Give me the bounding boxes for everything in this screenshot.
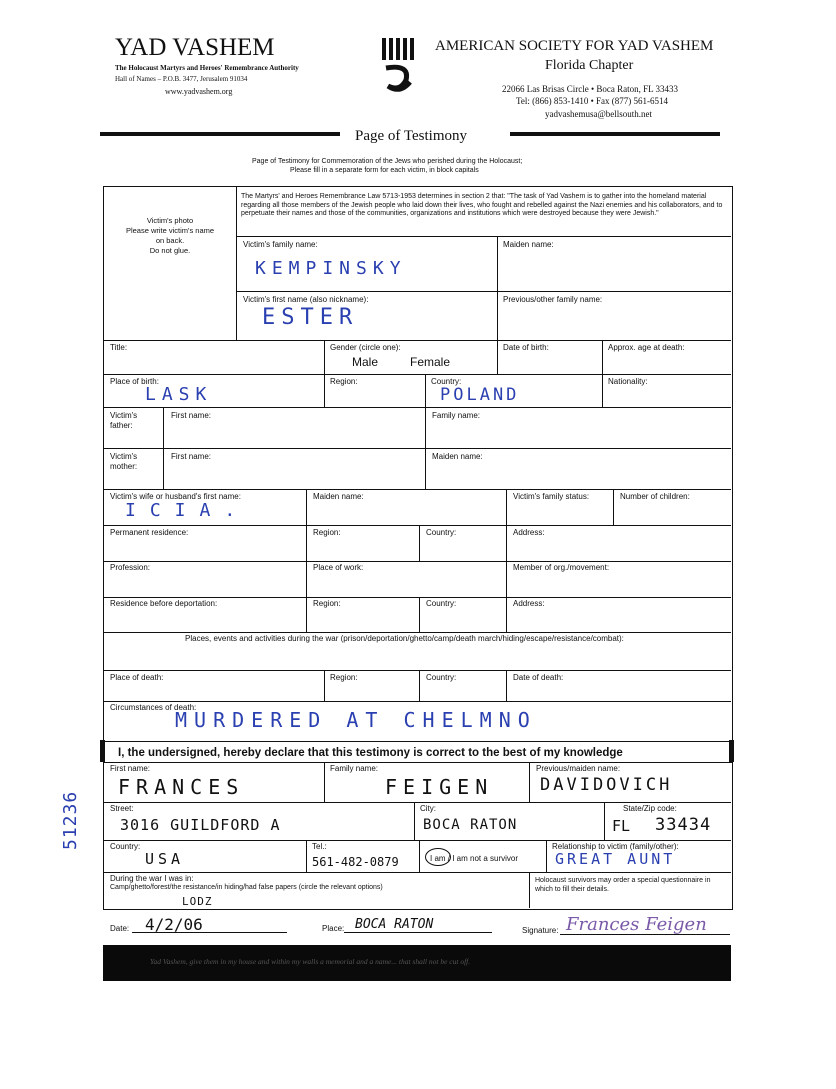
first-name-value[interactable]: ESTER (262, 305, 359, 330)
member-label: Member of org./movement: (513, 563, 610, 572)
photo-instructions: Victim's photo Please write victim's name on back. Do not glue. (125, 216, 215, 255)
divider (103, 840, 731, 841)
title-bar-left (100, 132, 340, 136)
divider (324, 762, 325, 802)
spouse-label: Victim's wife or husband's first name: (110, 492, 241, 501)
family-name-value[interactable]: KEMPINSKY (255, 258, 407, 279)
family-status-label: Victim's family status: (513, 492, 590, 501)
places-label: Places, events and activities during the war (prison/deportation/ghetto/camp/death march/hiding/escape/resistance/combat): (185, 634, 624, 643)
divider (324, 670, 325, 701)
residence-country-label: Country: (426, 528, 457, 537)
asyv-email: yadvashemusa@bellsouth.net (545, 109, 653, 119)
divider (103, 561, 731, 562)
city-label: City: (420, 804, 436, 813)
signer-family-label: Family name: (330, 764, 379, 773)
mother-label: Victim's mother: (110, 452, 138, 471)
divider (506, 525, 507, 561)
declaration-bar-left (100, 740, 105, 762)
divider (419, 840, 420, 872)
residence-address-label: Address: (513, 528, 545, 537)
deportation-region-label: Region: (313, 599, 341, 608)
asyv-address: 22066 Las Brisas Circle • Boca Raton, FL 33433 (502, 84, 679, 94)
first-name-label: Victim's first name (also nickname): (243, 295, 369, 304)
signer-prev-label: Previous/maiden name: (536, 764, 621, 773)
divider (103, 489, 731, 490)
divider (103, 448, 731, 449)
declaration-text: I, the undersigned, hereby declare that this testimony is correct to the best of my knowledge (118, 747, 623, 759)
asyv-subtitle: Florida Chapter (545, 58, 634, 73)
divider (306, 489, 307, 525)
dod-label: Date of death: (513, 673, 564, 682)
form-box (103, 186, 733, 742)
divider (506, 670, 507, 701)
divider (236, 186, 237, 340)
during-war-options: Camp/ghetto/forest/the resistance/in hiding/had false papers (circle the relevant options) (110, 884, 383, 891)
divider (103, 872, 731, 873)
title-bar-right (510, 132, 720, 136)
dob-label: Date of birth: (503, 343, 549, 352)
profession-label: Profession: (110, 563, 151, 572)
divider (602, 340, 603, 374)
prev-family-label: Previous/other family name: (503, 295, 603, 304)
divider (306, 597, 307, 632)
pob-country-label: Country: (431, 377, 462, 386)
work-label: Place of work: (313, 563, 364, 572)
zip-value[interactable]: 33434 (655, 815, 712, 835)
during-war-label: During the war I was in: (110, 874, 194, 883)
signer-first-value[interactable]: FRANCES (118, 775, 245, 799)
residence-label: Permanent residence: (110, 528, 189, 537)
divider (529, 762, 530, 802)
mother-maiden-label: Maiden name: (432, 452, 483, 461)
divider (103, 670, 731, 671)
divider (306, 561, 307, 597)
survivor-label: I am / I am not a survivor (430, 854, 519, 863)
tel-label: Tel.: (312, 842, 327, 851)
tel-value[interactable]: 561-482-0879 (312, 855, 399, 869)
divider (306, 840, 307, 872)
divider (306, 525, 307, 561)
divider (103, 701, 731, 702)
gender-label: Gender (circle one): (330, 343, 401, 352)
survivor-circle[interactable] (425, 848, 451, 866)
mother-first-label: First name: (171, 452, 212, 461)
street-label: Street: (110, 804, 134, 813)
gender-female[interactable]: Female (410, 355, 451, 369)
family-name-label: Victim's family name: (243, 240, 318, 249)
pod-label: Place of death: (110, 673, 164, 682)
declaration-bar-right (729, 740, 734, 762)
signer-prev-value[interactable]: DAVIDOVICH (540, 775, 673, 795)
pob-value[interactable]: LASK (145, 384, 213, 405)
state-value[interactable]: FL (612, 817, 631, 835)
deportation-address-label: Address: (513, 599, 545, 608)
divider (419, 525, 420, 561)
divider (236, 291, 731, 292)
divider (103, 407, 731, 408)
law-text: The Martyrs' and Heroes Remembrance Law 5713-1953 determines in section 2 that: "The task of Yad Vashem is to gather into the homeland material regarding all those members of the Jewish people who laid down their lives, who fought and rebelled against the Nazi enemies and his collaborators, and to perpetuate their names and those of the communities, organizations and institutions which were destroyed because they were Jewish." (241, 193, 723, 218)
divider (419, 597, 420, 632)
divider (103, 340, 731, 341)
signature-value[interactable]: Frances Feigen (566, 914, 707, 935)
date-value[interactable]: 4/2/06 (145, 915, 203, 934)
pob-country-value[interactable]: POLAND (440, 385, 520, 405)
children-label: Number of children: (620, 492, 690, 501)
yad-vashem-web: www.yadvashem.org (165, 87, 233, 96)
footer-text: Yad Vashem, give them in my house and within my walls a memorial and a name... that shall not be cut off. (150, 957, 471, 966)
signer-family-value[interactable]: FEIGEN (385, 775, 494, 799)
divider (613, 489, 614, 525)
divider (506, 561, 507, 597)
margin-number: 51236 (60, 790, 81, 850)
deportation-label: Residence before deportation: (110, 599, 218, 608)
street-value[interactable]: 3016 GUILDFORD A (120, 816, 281, 834)
father-label: Victim's father: (110, 411, 138, 430)
intro-line-1: Page of Testimony for Commemoration of the Jews who perished during the Holocaust; (252, 158, 523, 165)
yad-vashem-logo (380, 36, 416, 106)
divider (324, 374, 325, 407)
spouse-value[interactable]: ICIA. (125, 500, 250, 521)
deportation-country-label: Country: (426, 599, 457, 608)
place-label: Place: (322, 924, 345, 933)
divider (529, 872, 530, 908)
order-label: Holocaust survivors may order a special questionnaire in which to fill their details. (535, 877, 711, 893)
gender-male[interactable]: Male (352, 355, 379, 369)
divider (414, 802, 415, 840)
divider (425, 374, 426, 407)
signer-country-label: Country: (110, 842, 141, 851)
father-first-label: First name: (171, 411, 212, 420)
state-label: State/Zip code: (623, 804, 677, 813)
divider (497, 340, 498, 374)
divider (602, 374, 603, 407)
spouse-maiden-label: Maiden name: (313, 492, 364, 501)
circumstances-label: Circumstances of death: (110, 703, 197, 712)
signature-label: Signature: (522, 926, 559, 935)
divider (604, 802, 605, 840)
pob-region-label: Region: (330, 377, 358, 386)
divider (324, 340, 325, 374)
place-value[interactable]: BOCA RATON (355, 917, 434, 932)
form-title: Page of Testimony (355, 128, 467, 144)
title-label: Title: (110, 343, 128, 352)
divider (506, 597, 507, 632)
divider (497, 236, 498, 340)
country-value[interactable]: USA (145, 850, 185, 868)
asyv-phone: Tel: (866) 853-1410 • Fax (877) 561-6514 (516, 96, 668, 106)
circumstances-value[interactable]: MURDERED AT CHELMNO (175, 708, 537, 732)
pod-region-label: Region: (330, 673, 358, 682)
divider (546, 840, 547, 872)
place-line (344, 932, 492, 933)
age-label: Approx. age at death: (608, 343, 685, 352)
relationship-value[interactable]: GREAT AUNT (555, 850, 676, 868)
signer-first-label: First name: (110, 764, 151, 773)
nationality-label: Nationality: (608, 377, 648, 386)
divider (236, 236, 731, 237)
war-place-value[interactable]: LODZ (182, 895, 213, 908)
yad-vashem-title: YAD VASHEM (115, 34, 275, 61)
asyv-title: AMERICAN SOCIETY FOR YAD VASHEM (435, 38, 714, 54)
divider (103, 632, 731, 633)
pob-label: Place of birth: (110, 377, 159, 386)
divider (103, 597, 731, 598)
intro-line-2: Please fill in a separate form for each victim, in block capitals (290, 167, 479, 174)
date-label: Date: (110, 924, 130, 933)
father-family-label: Family name: (432, 411, 481, 420)
maiden-name-label: Maiden name: (503, 240, 554, 249)
divider (103, 802, 731, 803)
divider (506, 489, 507, 525)
divider (103, 525, 731, 526)
pod-country-label: Country: (426, 673, 457, 682)
divider (419, 670, 420, 701)
divider (103, 374, 731, 375)
relationship-label: Relationship to victim (family/other): (552, 842, 679, 851)
residence-region-label: Region: (313, 528, 341, 537)
city-value[interactable]: BOCA RATON (423, 817, 518, 833)
yad-vashem-address: Hall of Names – P.O.B. 3477, Jerusalem 91034 (115, 75, 248, 83)
yad-vashem-subtitle: The Holocaust Martyrs and Heroes' Remembrance Authority (115, 64, 299, 72)
